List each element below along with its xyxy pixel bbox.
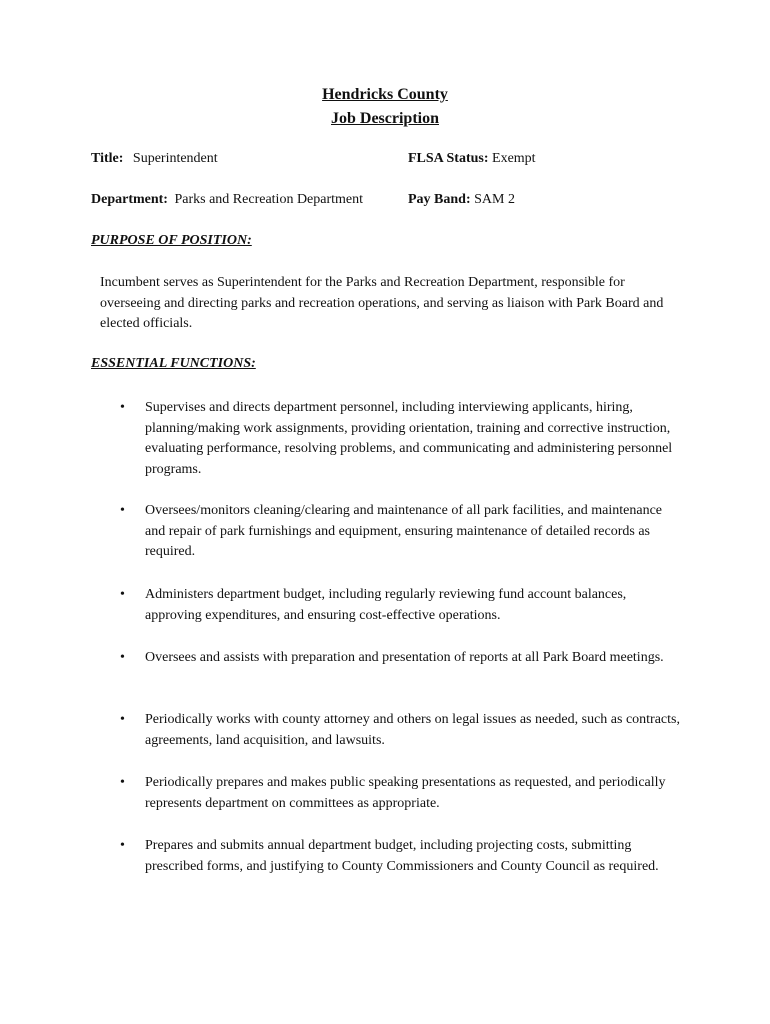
purpose-heading: PURPOSE OF POSITION: — [91, 233, 252, 248]
list-item-text: Periodically works with county attorney and others on legal issues as needed, such as contracts, agreements, land acquisition, and lawsuits. — [145, 712, 680, 748]
list-item-text: Administers department budget, including regularly reviewing fund account balances, approving expenditures, and ensuring cost-effective operations. — [145, 587, 627, 623]
bullet-icon: • — [120, 838, 125, 853]
pay-band-label: Pay Band: — [408, 192, 471, 207]
list-item-text: Prepares and submits annual department budget, including projecting costs, submitting prescribed forms, and justifying to County Commissioners and County Council as required. — [145, 838, 659, 874]
pay-band-field — [408, 192, 515, 208]
flsa-status-label: FLSA Status: — [408, 151, 489, 166]
document-type-heading: Job Description — [331, 110, 439, 127]
bullet-icon: • — [120, 775, 125, 790]
bullet-icon: • — [120, 587, 125, 602]
title-label: Title: — [91, 151, 124, 166]
list-item-text: Periodically prepares and makes public speaking presentations as requested, and periodically represents department on committees as appropriate. — [145, 775, 666, 811]
organization-heading: Hendricks County — [322, 86, 448, 103]
purpose-text: Incumbent serves as Superintendent for the Parks and Recreation Department, responsible for overseeing and directing parks and recreation operations, and serving as liaison with Park Board and elected officials. — [100, 275, 664, 331]
department-label: Department: — [91, 192, 168, 207]
bullet-icon: • — [120, 503, 125, 518]
essential-functions-heading: ESSENTIAL FUNCTIONS: — [91, 356, 256, 371]
title-field — [91, 151, 218, 167]
pay-band-value: SAM 2 — [474, 192, 515, 207]
bullet-icon: • — [120, 712, 125, 727]
list-item-text: Oversees and assists with preparation and presentation of reports at all Park Board meetings. — [145, 650, 664, 665]
department-field — [91, 192, 363, 208]
list-item-text: Oversees/monitors cleaning/clearing and maintenance of all park facilities, and maintenance and repair of park furnishings and equipment, ensuring maintenance of detailed records as required. — [145, 503, 663, 559]
flsa-status-field — [408, 151, 536, 167]
department-value: Parks and Recreation Department — [174, 192, 364, 207]
list-item-text: Supervises and directs department personnel, including interviewing applicants, hiring, planning/making work assignments, providing orientation, training and corrective instruction, evaluating performance, resolving problems, and communicating and administering personnel programs. — [145, 400, 673, 477]
bullet-icon: • — [120, 650, 125, 665]
flsa-status-value: Exempt — [492, 151, 536, 166]
bullet-icon: • — [120, 400, 125, 415]
title-value: Superintendent — [132, 151, 218, 166]
